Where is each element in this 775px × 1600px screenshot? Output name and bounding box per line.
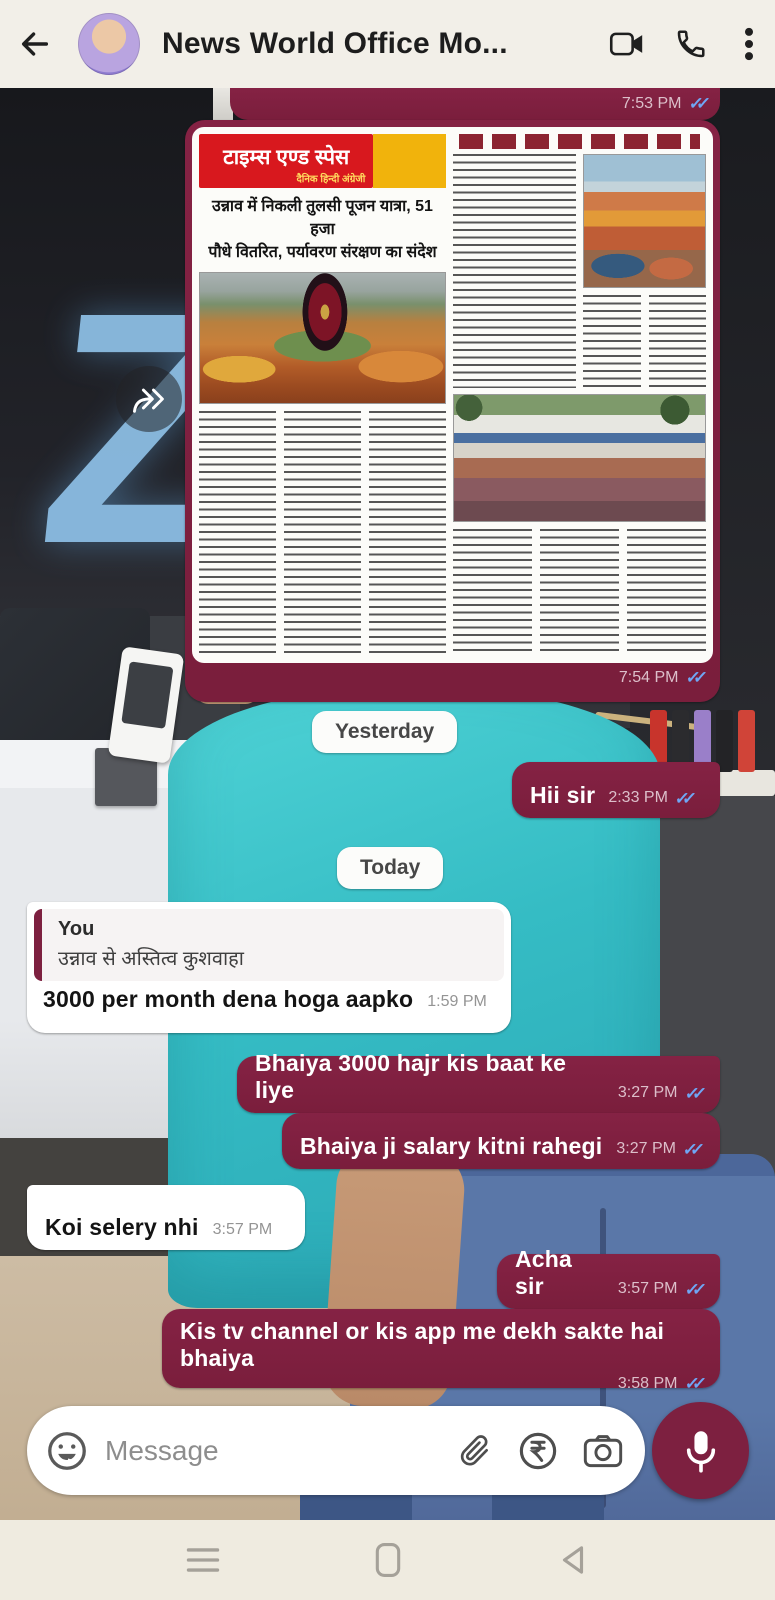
quote-text: उन्नाव से अस्तित्व कुशवाहा <box>58 948 244 970</box>
date-chip-today: Today <box>337 847 443 889</box>
camera-button[interactable] <box>583 1433 623 1469</box>
video-camera-icon <box>609 30 645 58</box>
back-button[interactable] <box>0 27 70 61</box>
newspaper-right-page <box>453 134 706 656</box>
camera-icon <box>583 1433 623 1469</box>
home-button[interactable] <box>358 1530 418 1590</box>
payments-button[interactable] <box>517 1430 559 1472</box>
article-text-columns <box>583 295 706 388</box>
kebab-menu-icon <box>745 27 753 61</box>
read-ticks-icon: ✓✓ <box>683 1084 701 1103</box>
read-ticks-icon: ✓✓ <box>684 668 702 687</box>
emoji-icon <box>45 1429 89 1473</box>
masthead-yellow-block <box>373 134 446 188</box>
quoted-message[interactable] <box>34 909 504 981</box>
message-input[interactable] <box>105 1435 435 1467</box>
newspaper-masthead: टाइम्स एण्ड स्पेस दैनिक हिन्दी अंग्रेजी <box>199 134 373 188</box>
message-acha-sir[interactable]: Acha sir 3:57 PM ✓✓ <box>497 1254 720 1309</box>
voice-call-button[interactable] <box>659 12 723 76</box>
newspaper-clipping <box>192 127 713 663</box>
menu-button[interactable] <box>723 12 775 76</box>
message-incoming-quoted[interactable]: You उन्नाव से अस्तित्व कुशवाहा 3000 per month dena hoga aapko 1:59 PM <box>27 902 511 1033</box>
nail-polish-bottle <box>738 710 755 772</box>
composer-bar <box>0 1398 775 1502</box>
quote-author: You <box>58 918 95 940</box>
clipped-headline <box>453 134 706 149</box>
article-text-columns <box>199 411 446 656</box>
message-outgoing-partial[interactable] <box>230 88 720 120</box>
voice-record-button[interactable] <box>652 1402 749 1499</box>
back-triangle-icon <box>557 1543 589 1577</box>
street-shop-photo <box>583 154 706 288</box>
message-time: 7:53 PM <box>621 95 682 112</box>
message-time: 1:59 PM <box>427 993 487 1010</box>
message-input-pill <box>27 1406 645 1495</box>
message-time: 3:57 PM <box>617 1280 678 1297</box>
recents-button[interactable] <box>173 1530 233 1590</box>
read-ticks-icon: ✓✓ <box>687 94 705 113</box>
date-chip-yesterday: Yesterday <box>312 711 457 753</box>
read-ticks-icon: ✓✓ <box>683 1374 701 1393</box>
back-nav-button[interactable] <box>543 1530 603 1590</box>
message-time: 3:57 PM <box>212 1221 273 1238</box>
procession-photo <box>199 272 446 404</box>
contact-name[interactable]: News World Office Mo... <box>162 27 508 60</box>
message-salary[interactable]: Bhaiya ji salary kitni rahegi 3:27 PM ✓✓ <box>282 1113 720 1169</box>
app-bar <box>0 0 775 88</box>
system-navigation-bar <box>0 1520 775 1600</box>
message-kis-tv-channel[interactable]: Kis tv channel or kis app me dekh sakte hai bhaiya 3:58 PM ✓✓ <box>162 1309 720 1388</box>
read-ticks-icon: ✓✓ <box>673 789 691 808</box>
recents-icon <box>184 1545 222 1575</box>
masthead-subtitle: दैनिक हिन्दी अंग्रेजी <box>296 174 366 185</box>
message-time: 3:27 PM <box>616 1140 676 1157</box>
read-ticks-icon: ✓✓ <box>683 1280 701 1299</box>
newspaper-left-page <box>199 134 446 656</box>
article-text-columns <box>453 529 706 656</box>
nail-polish-bottle <box>716 710 733 772</box>
rupee-icon <box>517 1430 559 1472</box>
emoji-button[interactable] <box>45 1429 89 1473</box>
attach-button[interactable] <box>459 1432 493 1470</box>
article-text-column <box>453 154 576 388</box>
read-ticks-icon: ✓✓ <box>681 1140 699 1159</box>
forward-arrow-icon <box>130 382 168 416</box>
message-koi-selery[interactable]: Koi selery nhi 3:57 PM <box>27 1185 305 1250</box>
message-hii-sir[interactable]: Hii sir 2:33 PM ✓✓ <box>512 762 720 818</box>
message-time: 2:33 PM <box>608 789 668 806</box>
message-bhaiya-3000[interactable]: Bhaiya 3000 hajr kis baat ke liye 3:27 PM ✓✓ <box>237 1056 720 1113</box>
paperclip-icon <box>459 1432 493 1470</box>
forward-button[interactable] <box>116 366 182 432</box>
microphone-icon <box>680 1428 722 1474</box>
contact-avatar[interactable] <box>78 13 140 75</box>
message-time: 3:58 PM <box>617 1375 678 1392</box>
video-call-button[interactable] <box>595 12 659 76</box>
back-arrow-icon <box>18 27 52 61</box>
message-newspaper-image[interactable] <box>185 120 720 702</box>
newspaper-headline: उन्नाव में निकली तुलसी पूजन यात्रा, 51 हजा पौधे वितरित, पर्यावरण संरक्षण का संदेश <box>208 198 437 262</box>
message-time: 7:54 PM <box>618 669 679 686</box>
message-time: 3:27 PM <box>617 1084 678 1101</box>
crowd-photo <box>453 394 706 522</box>
phone-icon <box>675 28 707 60</box>
home-icon <box>373 1541 403 1579</box>
